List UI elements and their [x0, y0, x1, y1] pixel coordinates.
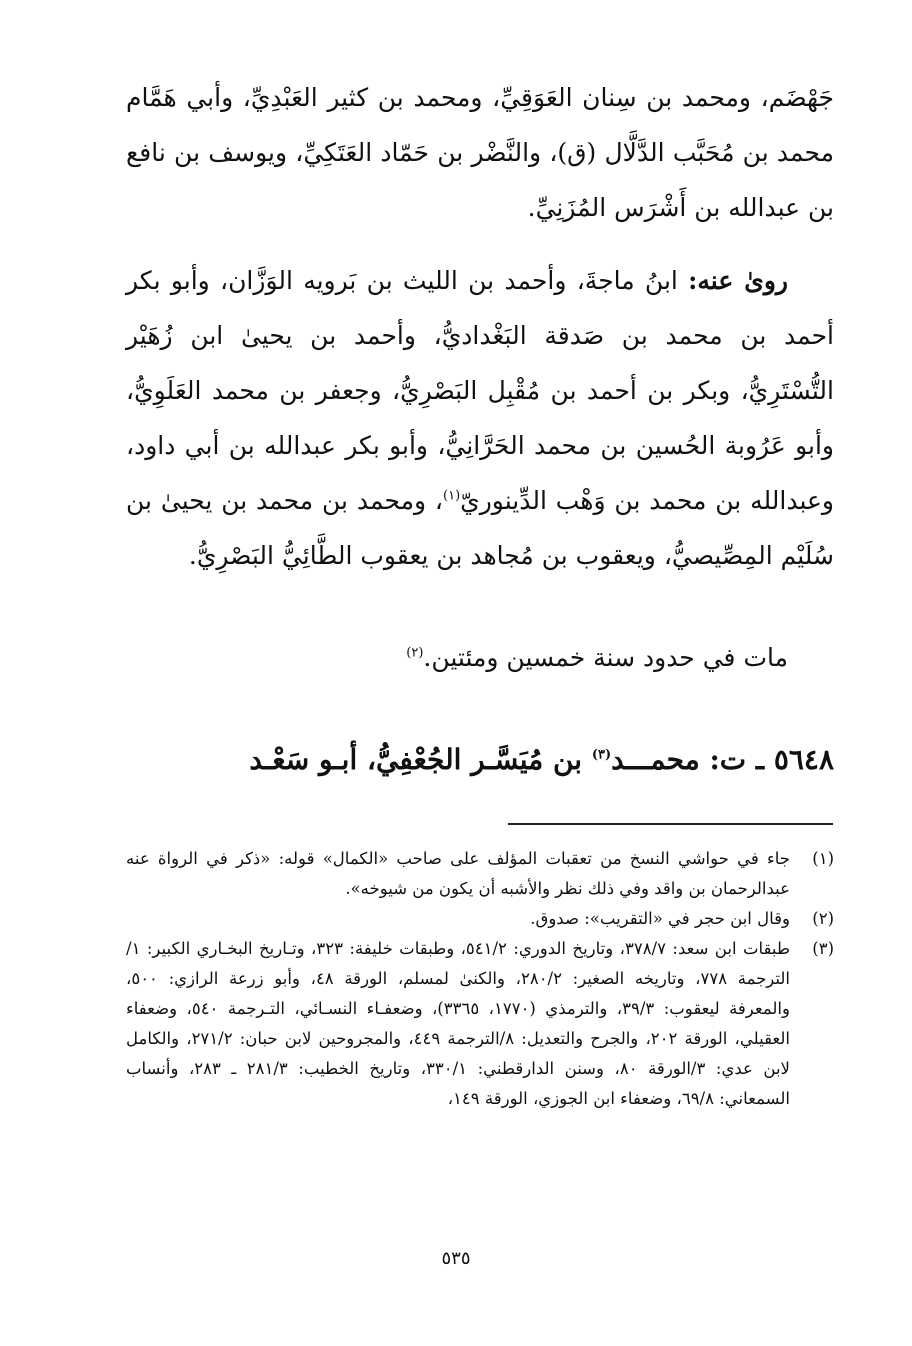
biography-entry-heading	[126, 732, 834, 787]
footnote-text: جاء في حواشي النسخ من تعقبات المؤلف على صاحب «الكمال» قوله: «ذكر في الرواة عنه عبدالرحمان بن واقد وفي ذلك نظر والأشبه أن يكون من شيوخه».	[126, 849, 790, 898]
narrated-from-him-label: روىٰ عنه:	[688, 266, 788, 295]
students-text	[126, 253, 834, 583]
narrators-paragraph	[126, 70, 834, 235]
footnote-number: (٣)	[812, 939, 834, 958]
death-paragraph	[126, 630, 834, 685]
footnote-number: (٢)	[812, 909, 834, 928]
teachers-text: جَهْضَم، ومحمد بن سِنان العَوَقِيِّ، ومحمد بن كثير العَبْدِيِّ، وأبي هَمَّام محمد بن مُحَبَّب الدَّلَّال (ق)، والنَّضْر بن حَمّاد العَتَكِيِّ، ويوسف بن نافع بن عبدالله بن أَشْرَس المُزَنِيِّ.	[126, 83, 834, 222]
footnote-ref-2: (٢)	[406, 645, 424, 661]
footnote	[126, 934, 834, 1114]
footnote-separator	[508, 823, 833, 825]
entry-name-rest: بن مُيَسَّـر الجُعْفِيُّ، أبـو سَعْـد	[249, 743, 592, 776]
page-number: ٥٣٥	[441, 1248, 471, 1269]
students-list-part1: ابنُ ماجةَ، وأحمد بن الليث بن بَرويه الوَزَّان، وأبو بكر أحمد بن محمد بن صَدقة البَغْداديُّ، وأحمد بن يحيىٰ ابن زُهَيْر التُّسْتَرِيُّ، وبكر بن أحمد بن مُقْبِل البَصْرِيُّ، وجعفر بن محمد العَلَوِيُّ، وأبو عَرُوبة الحُسين بن محمد الحَرَّانِيُّ، وأبو بكر عبدالله بن أبي داود، وعبدالله بن محمد بن وَهْب الدِّينوريّ	[126, 266, 834, 515]
footnote-ref-3: (٣)	[591, 747, 612, 763]
entry-title	[126, 732, 834, 787]
footnote-number: (١)	[812, 849, 834, 868]
footnote-text: طبقات ابن سعد: ٣٧٨/٧، وتاريخ الدوري: ٥٤١/٢، وطبقات خليفة: ٣٢٣، وتـاريخ البخـاري الكبير: ١/الترجمة ٧٧٨، وتاريخه الصغير: ٢٨٠/٢، والكنىٰ لمسلم، الورقة ٤٨، وأبو زرعة الرازي: ٥٠٠، والمعرفة ليعقوب: ٣٩/٣، والترمذي (١٧٧٠، ٣٣٦٥)، وضعفـاء النسـائي، التـرجمة ٥٤٠، وضعفاء العقيلي، الورقة ٢٠٢، والجرح والتعديل: ٨/الترجمة ٤٤٩، والمجروحين لابن حبان: ٢٧١/٢، والكامل لابن عدي: ٣/الورقة ٨٠، وسنن الدارقطني: ٣٣٠/١، وتاريخ الخطيب: ٢٨١/٣ ـ ٢٨٣، وأنساب السمعاني: ٦٩/٨، وضعفاء ابن الجوزي، الورقة ١٤٩،	[126, 939, 791, 1108]
death-date: مات في حدود سنة خمسين ومئتين.	[423, 643, 788, 672]
students-paragraph	[126, 253, 834, 583]
footnote	[126, 904, 834, 934]
students-list-part2: ، ومحمد بن محمد بن يحيىٰ بن سُلَيْم المِصِّيصيُّ، ويعقوب بن مُجاهد بن يعقوب الطَّائِيُّ البَصْرِيُّ.	[126, 486, 834, 570]
footnotes	[126, 844, 834, 1114]
death-text	[126, 630, 834, 685]
footnote-text: وقال ابن حجر في «التقريب»: صدوق.	[530, 909, 790, 928]
footnote-ref-1: (١)	[443, 488, 461, 504]
footnote	[126, 844, 834, 904]
entry-number-name: ٥٦٤٨ ـ ت: محمـــد	[611, 743, 834, 776]
